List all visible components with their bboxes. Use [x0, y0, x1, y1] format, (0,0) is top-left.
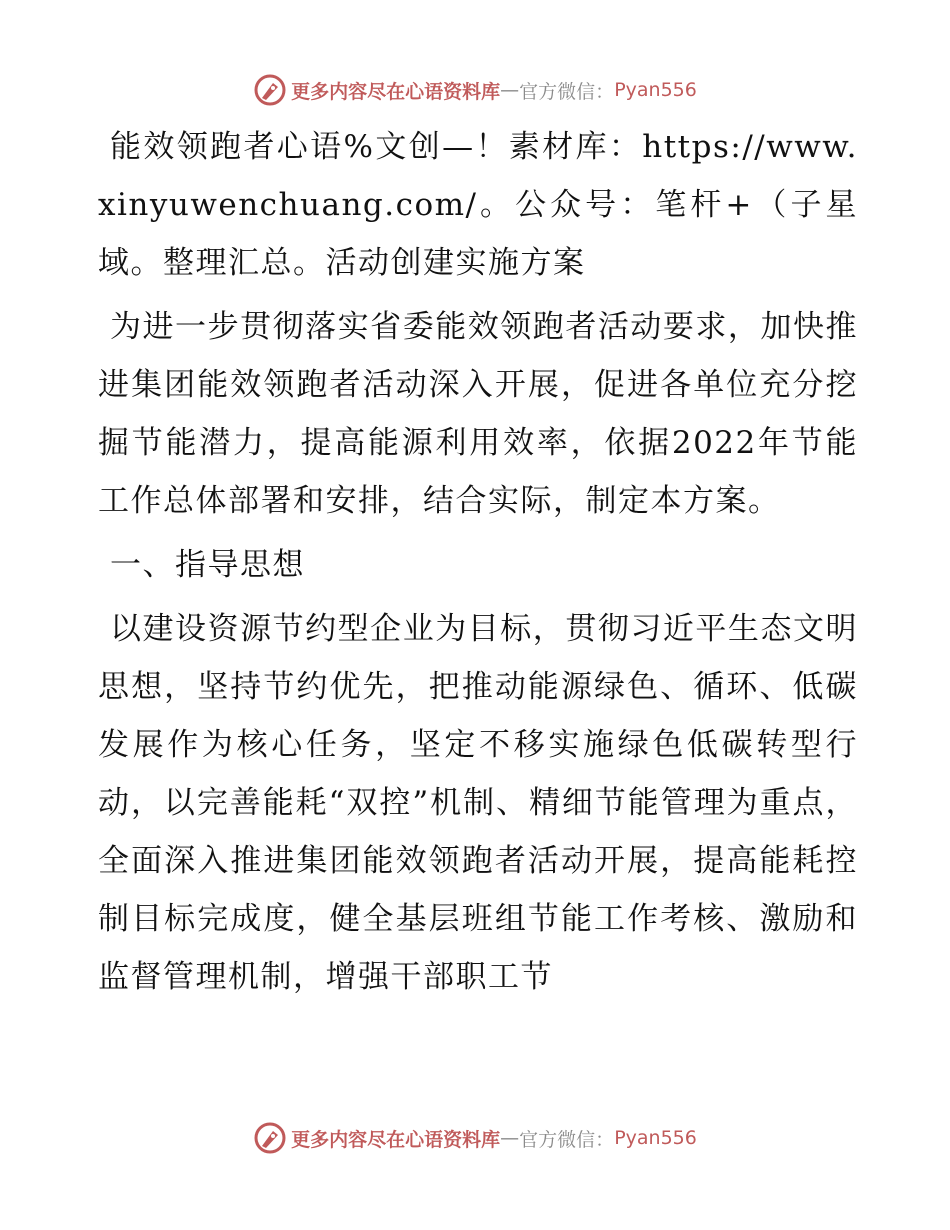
banner-main-text: 更多内容尽在心语资料库 [291, 80, 501, 103]
pen-nib-logo-icon [253, 1121, 287, 1155]
banner-dash: — [500, 79, 520, 101]
banner-main-text: 更多内容尽在心语资料库 [291, 1128, 501, 1151]
banner-wechat-id: Pyan556 [614, 79, 697, 101]
footer-watermark-banner [0, 1118, 950, 1158]
banner-sub-text: 官方微信： [519, 80, 615, 103]
section-1-heading: 一、指导思想 [110, 547, 305, 583]
paragraph-1: 为进一步贯彻落实省委能效领跑者活动要求，加快推进集团能效领跑者活动深入开展，促进各单位充分挖掘节能潜力，提高能源利用效率，依据2022年节能工作总体部署和安排，结合实际，制定本方案。 [98, 309, 858, 519]
banner-sub-text: 官方微信： [519, 1128, 615, 1151]
section-1-body: 以建设资源节约型企业为目标，贯彻习近平生态文明思想，坚持节约优先，把推动能源绿色、循环、低碳发展作为核心任务，坚定不移实施绿色低碳转型行动，以完善能耗“双控”机制、精细节能管理为重点，全面深入推进集团能效领跑者活动开展，提高能耗控制目标完成度，健全基层班组节能工作考核、激励和监督管理机制，增强干部职工节 [98, 611, 858, 995]
banner-dash: — [500, 1127, 520, 1149]
banner-wechat-id: Pyan556 [614, 1127, 697, 1149]
header-watermark-banner [0, 70, 950, 110]
pen-nib-logo-icon [253, 73, 287, 107]
document-body [98, 118, 858, 1012]
intro-paragraph: 能效领跑者心语%文创—！素材库：https://www.xinyuwenchuang.com/。公众号：笔杆+（子星域。整理汇总。活动创建实施方案 [98, 129, 858, 281]
